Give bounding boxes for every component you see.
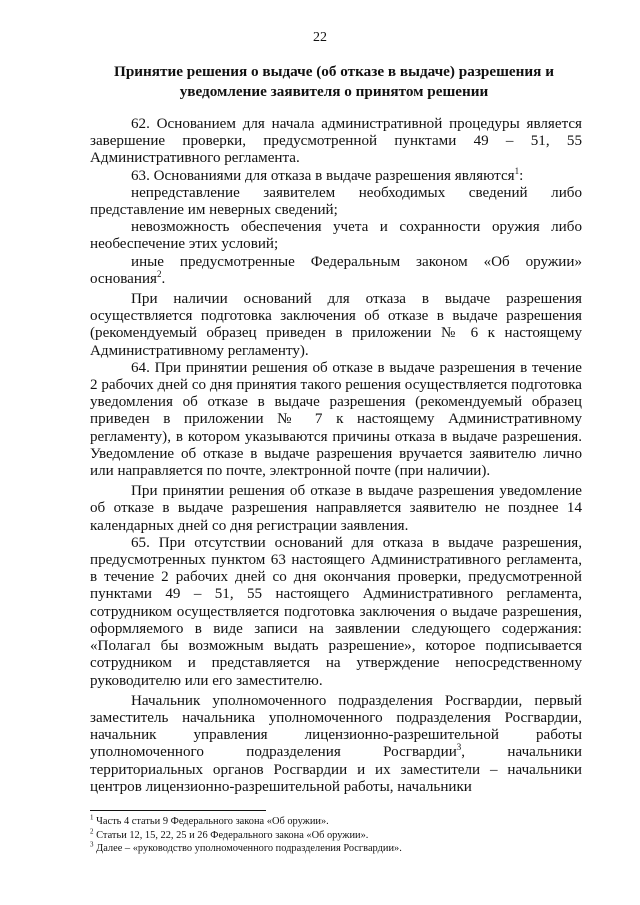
footnote-mark: 2 xyxy=(90,827,94,836)
document-body xyxy=(90,116,582,796)
paragraph: При наличии оснований для отказа в выдаче разрешения осуществляется подготовка заключения об отказе в выдаче разрешения (рекомендуемый образец приведен в приложении № 6 к настоящему Административному регламенту). xyxy=(90,291,582,359)
footnote: $^1$ Часть 4 статьи 9 Федерального закона «Об оружии». xyxy=(90,813,329,827)
footnote-ref: 1 xyxy=(514,165,520,176)
section-title: Принятие решения о выдаче (об отказе в выдаче) разрешения и уведомление заявителя о принятом решении xyxy=(114,63,554,100)
footnotes xyxy=(90,815,582,856)
paragraph: непредставление заявителем необходимых сведений либо представление им неверных сведений; xyxy=(90,184,582,219)
footnote: $^3$ Далее – «руководство уполномоченного подразделения Росгвардии». xyxy=(90,840,402,855)
footnote-ref: 3 xyxy=(456,742,462,753)
paragraph: невозможность обеспечения учета и сохранности оружия либо необеспечение этих условий; xyxy=(90,219,582,253)
paragraph: 62. Основанием для начала административной процедуры является завершение проверки, предусмотренной пунктами 49 – 51, 55 Административного регламента. xyxy=(90,116,582,167)
paragraph: 63. Основаниями для отказа в выдаче разрешения являются$^1$: xyxy=(131,165,524,184)
footnote-ref: 2 xyxy=(156,268,162,279)
paragraph: иные предусмотренные Федеральным законом «Об оружии» основания$^2$. xyxy=(90,253,582,287)
page-number: 22 xyxy=(313,30,327,45)
paragraph: 65. При отсутствии оснований для отказа в выдаче разрешения, предусмотренных пунктом 63 настоящего Административного регламента, в течение 2 рабочих дней со дня окончания проверки, предусмотренной пунктами 49 – 51, 55 настоящего Административного регламента, сотрудником осуществляется подготовка заключения о выдаче разрешения, оформляемого в виде записи на заявлении следующего содержания: «Полагал бы возможным выдать разрешение», которое подписывается сотрудником и представляется на утверждение непосредственному руководителю или его заместителю. xyxy=(90,534,582,689)
footnote-mark: 3 xyxy=(90,840,94,849)
paragraph: При принятии решения об отказе в выдаче разрешения уведомление об отказе в выдаче разрешения направляется заявителю не позднее 14 календарных дней со дня регистрации заявления. xyxy=(90,483,582,534)
footnote: $^2$ Статьи 12, 15, 22, 25 и 26 Федерального закона «Об оружии». xyxy=(90,827,369,841)
footnote-divider xyxy=(90,810,266,811)
footnote-mark: 1 xyxy=(90,813,94,822)
paragraph: Начальник уполномоченного подразделения Росгвардии, первый заместитель начальника уполномоченного подразделения Росгвардии, начальник управления лицензионно-разрешительной работы уполномоченного подразделения Росгвардии$^3$, начальники территориальных органов Росгвардии и их заместители – начальники центров лицензионно-разрешительной работы, начальники xyxy=(90,692,582,795)
paragraph: 64. При принятии решения об отказе в выдаче разрешения в течение 2 рабочих дней со дня принятия такого решения осуществляется подготовка уведомления об отказе в выдаче разрешения (рекомендуемый образец приведен в приложении № 7 к настоящему Административному регламенту), в котором указываются причины отказа в выдаче разрешения. Уведомление об отказе в выдаче разрешения вручается заявителю лично или направляется по почте, электронной почте (при наличии). xyxy=(90,359,582,480)
